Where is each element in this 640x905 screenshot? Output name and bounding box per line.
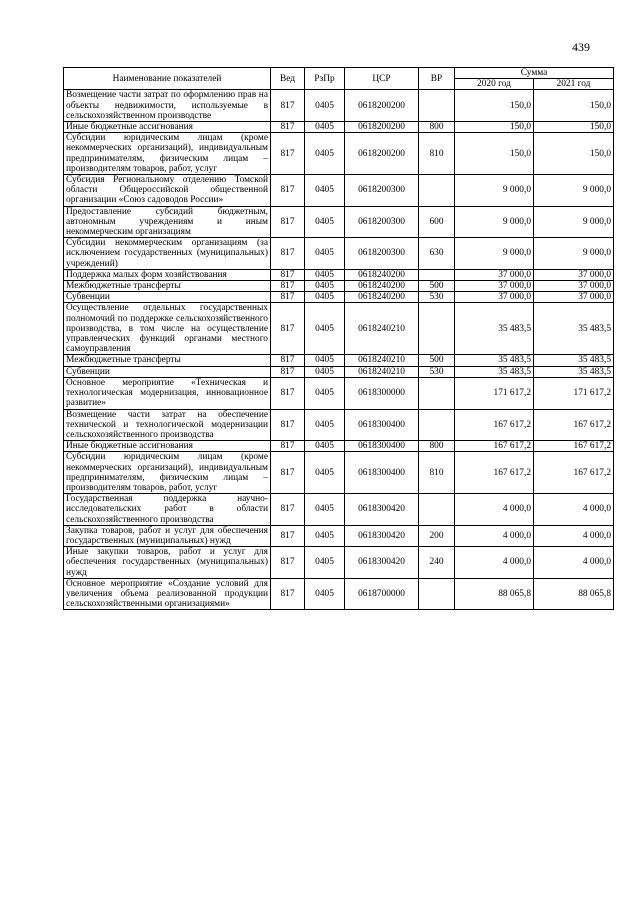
- table-row: [64, 409, 614, 441]
- cell-sum-2020: 35 483,5: [455, 355, 534, 366]
- table-row: [64, 494, 614, 526]
- cell-sum-2020: 9 000,0: [455, 206, 534, 238]
- cell-csr: 0618240200: [345, 281, 419, 292]
- cell-csr: 0618200300: [345, 206, 419, 238]
- cell-rzpr: 0405: [305, 452, 345, 494]
- cell-ved: 817: [271, 238, 305, 270]
- cell-csr: 0618300420: [345, 547, 419, 579]
- cell-csr: 0618240210: [345, 355, 419, 366]
- cell-sum-2021: 9 000,0: [534, 238, 614, 270]
- cell-rzpr: 0405: [305, 377, 345, 409]
- cell-name: Государственная поддержка научно-исследовательских работ в области сельскохозяйственного производства: [64, 494, 271, 526]
- cell-name: Субсидия Региональному отделению Томской области Общероссийской общественной организации «Союз садоводов России»: [64, 175, 271, 207]
- cell-sum-2020: 167 617,2: [455, 409, 534, 441]
- cell-name: Возмещение части затрат на обеспечение технической и технологической модернизации сельскохозяйственного производства: [64, 409, 271, 441]
- cell-ved: 817: [271, 452, 305, 494]
- cell-name: Иные закупки товаров, работ и услуг для обеспечения государственных (муниципальных) нужд: [64, 547, 271, 579]
- cell-sum-2021: 9 000,0: [534, 206, 614, 238]
- cell-sum-2020: 37 000,0: [455, 292, 534, 303]
- cell-rzpr: 0405: [305, 366, 345, 377]
- cell-vr: [419, 409, 455, 441]
- cell-sum-2021: 88 065,8: [534, 578, 614, 610]
- cell-rzpr: 0405: [305, 578, 345, 610]
- table-row: [64, 238, 614, 270]
- cell-rzpr: 0405: [305, 292, 345, 303]
- cell-sum-2020: 4 000,0: [455, 494, 534, 526]
- cell-sum-2021: 167 617,2: [534, 441, 614, 452]
- cell-csr: 0618200200: [345, 90, 419, 122]
- cell-name: Возмещение части затрат по оформлению прав на объекты недвижимости, используемые в сельскохозяйственном производстве: [64, 90, 271, 122]
- table-row: [64, 281, 614, 292]
- cell-csr: 0618200200: [345, 133, 419, 175]
- cell-rzpr: 0405: [305, 133, 345, 175]
- cell-sum-2021: 171 617,2: [534, 377, 614, 409]
- table-row: [64, 175, 614, 207]
- cell-sum-2020: 9 000,0: [455, 175, 534, 207]
- cell-ved: 817: [271, 292, 305, 303]
- cell-sum-2020: 35 483,5: [455, 366, 534, 377]
- table-row: [64, 269, 614, 280]
- cell-name: Субсидии юридическим лицам (кроме некоммерческих организаций), индивидуальным предпринимателям, физическим лицам – производителям товаров, работ, услуг: [64, 133, 271, 175]
- cell-rzpr: 0405: [305, 441, 345, 452]
- cell-vr: 810: [419, 452, 455, 494]
- header-year-2021: 2021 год: [534, 79, 614, 90]
- table-row: [64, 578, 614, 610]
- cell-rzpr: 0405: [305, 238, 345, 270]
- cell-rzpr: 0405: [305, 303, 345, 355]
- cell-name: Межбюджетные трансферты: [64, 281, 271, 292]
- cell-csr: 0618240210: [345, 366, 419, 377]
- cell-sum-2020: 88 065,8: [455, 578, 534, 610]
- cell-csr: 0618700000: [345, 578, 419, 610]
- cell-ved: 817: [271, 377, 305, 409]
- cell-vr: 600: [419, 206, 455, 238]
- page-number: 439: [572, 40, 590, 54]
- cell-name: Основное мероприятие «Создание условий для увеличения объема реализованной продукции сельскохозяйственными организациями»: [64, 578, 271, 610]
- cell-sum-2021: 167 617,2: [534, 452, 614, 494]
- cell-sum-2020: 167 617,2: [455, 441, 534, 452]
- cell-csr: 0618300400: [345, 441, 419, 452]
- cell-ved: 817: [271, 441, 305, 452]
- cell-name: Иные бюджетные ассигнования: [64, 122, 271, 133]
- cell-ved: 817: [271, 281, 305, 292]
- cell-sum-2021: 4 000,0: [534, 547, 614, 579]
- cell-rzpr: 0405: [305, 122, 345, 133]
- cell-vr: [419, 303, 455, 355]
- cell-sum-2021: 37 000,0: [534, 292, 614, 303]
- cell-sum-2021: 9 000,0: [534, 175, 614, 207]
- cell-ved: 817: [271, 578, 305, 610]
- cell-vr: 810: [419, 133, 455, 175]
- cell-csr: 0618300000: [345, 377, 419, 409]
- cell-csr: 0618200300: [345, 175, 419, 207]
- header-year-2020: 2020 год: [455, 79, 534, 90]
- cell-ved: 817: [271, 90, 305, 122]
- budget-table: [63, 67, 614, 610]
- cell-name: Закупка товаров, работ и услуг для обеспечения государственных (муниципальных) нужд: [64, 525, 271, 546]
- cell-name: Осуществление отдельных государственных полномочий по поддержке сельскохозяйственного производства, в том числе на осуществление управленческих функций органами местного самоуправления: [64, 303, 271, 355]
- table-row: [64, 122, 614, 133]
- cell-vr: [419, 578, 455, 610]
- cell-ved: 817: [271, 525, 305, 546]
- cell-sum-2021: 4 000,0: [534, 525, 614, 546]
- cell-ved: 817: [271, 366, 305, 377]
- cell-sum-2021: 35 483,5: [534, 355, 614, 366]
- header-vr: ВР: [419, 68, 455, 90]
- table-row: [64, 206, 614, 238]
- cell-sum-2021: 37 000,0: [534, 269, 614, 280]
- header-csr: ЦСР: [345, 68, 419, 90]
- cell-rzpr: 0405: [305, 269, 345, 280]
- cell-csr: 0618240200: [345, 292, 419, 303]
- cell-name: Основное мероприятие «Техническая и технологическая модернизация, инновационное развитие»: [64, 377, 271, 409]
- cell-name: Поддержка малых форм хозяйствования: [64, 269, 271, 280]
- cell-sum-2020: 171 617,2: [455, 377, 534, 409]
- cell-name: Иные бюджетные ассигнования: [64, 441, 271, 452]
- cell-ved: 817: [271, 303, 305, 355]
- cell-vr: [419, 175, 455, 207]
- cell-vr: 500: [419, 355, 455, 366]
- cell-sum-2020: 167 617,2: [455, 452, 534, 494]
- cell-vr: 630: [419, 238, 455, 270]
- cell-sum-2020: 37 000,0: [455, 269, 534, 280]
- table-header: [64, 68, 614, 90]
- cell-rzpr: 0405: [305, 206, 345, 238]
- cell-vr: 200: [419, 525, 455, 546]
- cell-sum-2020: 4 000,0: [455, 547, 534, 579]
- cell-ved: 817: [271, 133, 305, 175]
- cell-rzpr: 0405: [305, 525, 345, 546]
- cell-rzpr: 0405: [305, 355, 345, 366]
- cell-sum-2020: 150,0: [455, 133, 534, 175]
- cell-vr: 500: [419, 281, 455, 292]
- cell-vr: 240: [419, 547, 455, 579]
- cell-csr: 0618240200: [345, 269, 419, 280]
- cell-rzpr: 0405: [305, 175, 345, 207]
- table-row: [64, 452, 614, 494]
- table-row: [64, 547, 614, 579]
- cell-csr: 0618300400: [345, 409, 419, 441]
- header-name: Наименование показателей: [64, 68, 271, 90]
- table-row: [64, 292, 614, 303]
- cell-name: Межбюджетные трансферты: [64, 355, 271, 366]
- cell-csr: 0618300420: [345, 494, 419, 526]
- cell-rzpr: 0405: [305, 547, 345, 579]
- cell-ved: 817: [271, 494, 305, 526]
- table-row: [64, 133, 614, 175]
- cell-ved: 817: [271, 206, 305, 238]
- cell-name: Субсидии некоммерческим организациям (за исключением государственных (муниципальных) учреждений): [64, 238, 271, 270]
- cell-sum-2021: 4 000,0: [534, 494, 614, 526]
- cell-name: Субвенции: [64, 366, 271, 377]
- cell-ved: 817: [271, 122, 305, 133]
- cell-csr: 0618240210: [345, 303, 419, 355]
- cell-sum-2021: 167 617,2: [534, 409, 614, 441]
- cell-sum-2021: 35 483,5: [534, 366, 614, 377]
- cell-vr: [419, 494, 455, 526]
- cell-vr: [419, 377, 455, 409]
- cell-rzpr: 0405: [305, 409, 345, 441]
- cell-name: Субсидии юридическим лицам (кроме некоммерческих организаций), индивидуальным предпринимателям, физическим лицам – производителям товаров, работ, услуг: [64, 452, 271, 494]
- table-row: [64, 303, 614, 355]
- cell-ved: 817: [271, 175, 305, 207]
- cell-sum-2020: 150,0: [455, 90, 534, 122]
- table-row: [64, 377, 614, 409]
- header-rzpr: РзПр: [305, 68, 345, 90]
- table-body: [64, 90, 614, 610]
- cell-csr: 0618300400: [345, 452, 419, 494]
- table-row: [64, 525, 614, 546]
- cell-rzpr: 0405: [305, 90, 345, 122]
- cell-sum-2021: 150,0: [534, 90, 614, 122]
- header-ved: Вед: [271, 68, 305, 90]
- cell-name: Предоставление субсидий бюджетным, автономным учреждениям и иным некоммерческим организациям: [64, 206, 271, 238]
- cell-rzpr: 0405: [305, 281, 345, 292]
- cell-vr: 530: [419, 292, 455, 303]
- header-sum: Сумма: [455, 68, 614, 79]
- cell-csr: 0618200200: [345, 122, 419, 133]
- cell-name: Субвенции: [64, 292, 271, 303]
- cell-sum-2021: 150,0: [534, 133, 614, 175]
- cell-ved: 817: [271, 355, 305, 366]
- cell-sum-2020: 150,0: [455, 122, 534, 133]
- cell-sum-2021: 35 483,5: [534, 303, 614, 355]
- cell-ved: 817: [271, 547, 305, 579]
- cell-vr: 800: [419, 122, 455, 133]
- table-row: [64, 441, 614, 452]
- table-row: [64, 355, 614, 366]
- cell-sum-2021: 150,0: [534, 122, 614, 133]
- cell-vr: 530: [419, 366, 455, 377]
- cell-csr: 0618300420: [345, 525, 419, 546]
- cell-csr: 0618200300: [345, 238, 419, 270]
- cell-vr: 800: [419, 441, 455, 452]
- cell-vr: [419, 269, 455, 280]
- cell-sum-2020: 37 000,0: [455, 281, 534, 292]
- cell-sum-2021: 37 000,0: [534, 281, 614, 292]
- cell-sum-2020: 4 000,0: [455, 525, 534, 546]
- table-row: [64, 366, 614, 377]
- cell-ved: 817: [271, 269, 305, 280]
- cell-vr: [419, 90, 455, 122]
- cell-rzpr: 0405: [305, 494, 345, 526]
- cell-ved: 817: [271, 409, 305, 441]
- cell-sum-2020: 35 483,5: [455, 303, 534, 355]
- table-row: [64, 90, 614, 122]
- cell-sum-2020: 9 000,0: [455, 238, 534, 270]
